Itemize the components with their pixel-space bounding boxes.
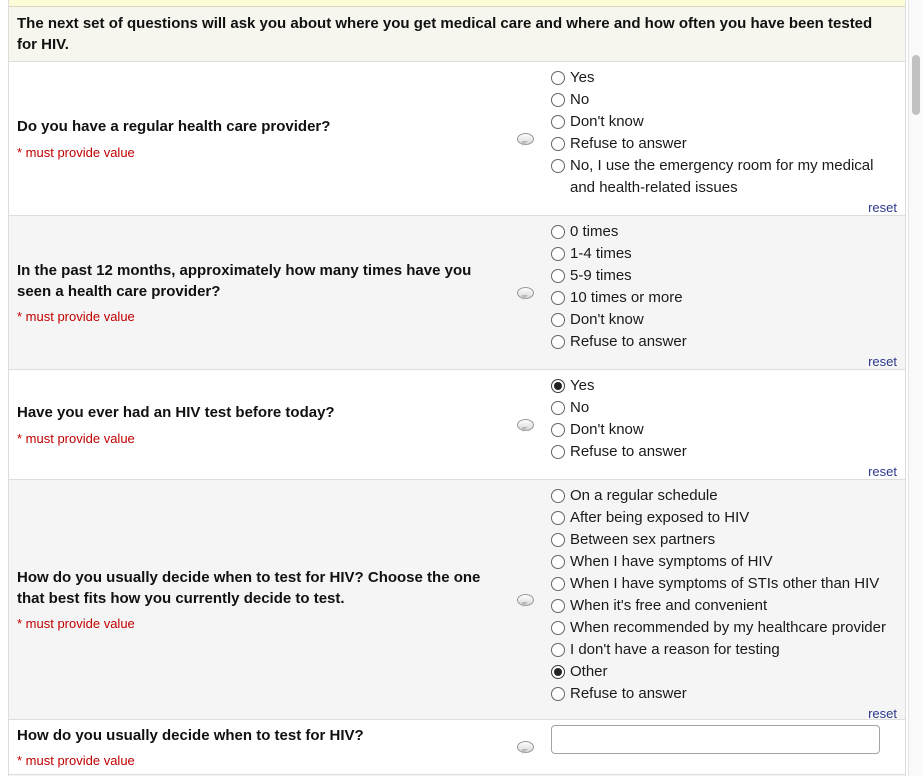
option-label: I don't have a reason for testing bbox=[570, 641, 780, 658]
radio-option-ever-hiv-test-0[interactable] bbox=[551, 375, 897, 397]
question-row-decide-when-test bbox=[9, 480, 905, 720]
option-label: No bbox=[570, 399, 590, 416]
required-note: * must provide value bbox=[17, 753, 135, 769]
radio-button-icon[interactable] bbox=[551, 445, 565, 459]
radio-button-icon[interactable] bbox=[551, 533, 565, 547]
option-label: Refuse to answer bbox=[570, 443, 687, 460]
option-label: Yes bbox=[570, 377, 595, 394]
radio-option-decide-when-test-9[interactable] bbox=[551, 683, 897, 705]
radio-option-decide-when-test-6[interactable] bbox=[551, 617, 897, 639]
radio-button-icon[interactable] bbox=[551, 137, 565, 151]
radio-button-icon[interactable] bbox=[551, 269, 565, 283]
option-label: 0 times bbox=[570, 223, 619, 240]
option-label: Don't know bbox=[570, 421, 644, 438]
question-row-decide-when-test-other bbox=[9, 720, 905, 775]
option-label: 5-9 times bbox=[570, 267, 632, 284]
options-list-regular-provider bbox=[551, 67, 897, 199]
question-label: Do you have a regular health care provider? bbox=[17, 118, 331, 136]
radio-button-icon[interactable] bbox=[551, 599, 565, 613]
option-label: When recommended by my healthcare provider bbox=[570, 619, 886, 636]
option-label: Refuse to answer bbox=[570, 135, 687, 152]
option-label: 10 times or more bbox=[570, 289, 683, 306]
radio-button-icon[interactable] bbox=[551, 379, 565, 393]
question-label: How do you usually decide when to test for HIV? Choose the one that best fits how you currently decide to test. bbox=[17, 569, 481, 607]
radio-option-decide-when-test-7[interactable] bbox=[551, 639, 897, 661]
question-label: How do you usually decide when to test for HIV? bbox=[17, 726, 364, 744]
radio-option-ever-hiv-test-3[interactable] bbox=[551, 441, 897, 463]
radio-option-times-seen-provider-5[interactable] bbox=[551, 331, 897, 353]
question-row-ever-hiv-test bbox=[9, 370, 905, 480]
radio-option-decide-when-test-2[interactable] bbox=[551, 529, 897, 551]
radio-option-decide-when-test-1[interactable] bbox=[551, 507, 897, 529]
option-label: When I have symptoms of STIs other than HIV bbox=[570, 575, 880, 592]
radio-button-icon[interactable] bbox=[551, 115, 565, 129]
radio-option-decide-when-test-5[interactable] bbox=[551, 595, 897, 617]
radio-option-decide-when-test-8[interactable] bbox=[551, 661, 897, 683]
radio-button-icon[interactable] bbox=[551, 313, 565, 327]
option-label: When I have symptoms of HIV bbox=[570, 553, 773, 570]
radio-button-icon[interactable] bbox=[551, 511, 565, 525]
radio-button-icon[interactable] bbox=[551, 71, 565, 85]
option-label: No bbox=[570, 91, 590, 108]
option-label: Refuse to answer bbox=[570, 333, 687, 350]
answer-cell bbox=[549, 480, 905, 719]
section-header-text: The next set of questions will ask you about where you get medical care and where and how often you have been tested for HIV. bbox=[17, 15, 873, 53]
radio-option-regular-provider-2[interactable] bbox=[551, 111, 897, 133]
question-cell bbox=[9, 720, 501, 774]
question-cell bbox=[9, 480, 501, 719]
bubble-cell bbox=[501, 216, 549, 369]
vertical-scrollbar[interactable] bbox=[908, 0, 922, 776]
required-note: * must provide value bbox=[17, 615, 135, 631]
radio-button-icon[interactable] bbox=[551, 93, 565, 107]
radio-option-times-seen-provider-3[interactable] bbox=[551, 287, 897, 309]
option-label: Don't know bbox=[570, 311, 644, 328]
question-label: Have you ever had an HIV test before today? bbox=[17, 404, 335, 422]
option-label: Refuse to answer bbox=[570, 685, 687, 702]
comment-bubble-icon bbox=[517, 133, 534, 145]
radio-button-icon[interactable] bbox=[551, 577, 565, 591]
radio-button-icon[interactable] bbox=[551, 555, 565, 569]
option-label: Don't know bbox=[570, 113, 644, 130]
required-note: * must provide value bbox=[17, 308, 135, 324]
radio-option-regular-provider-0[interactable] bbox=[551, 67, 897, 89]
question-label: In the past 12 months, approximately how many times have you seen a health care provider? bbox=[17, 262, 472, 300]
question-cell bbox=[9, 370, 501, 479]
bubble-cell bbox=[501, 720, 549, 774]
scrollbar-thumb[interactable] bbox=[912, 55, 920, 115]
radio-option-ever-hiv-test-2[interactable] bbox=[551, 419, 897, 441]
radio-option-decide-when-test-4[interactable] bbox=[551, 573, 897, 595]
radio-option-times-seen-provider-0[interactable] bbox=[551, 221, 897, 243]
survey-table bbox=[8, 0, 906, 776]
reset-link-regular-provider[interactable]: reset bbox=[868, 200, 897, 215]
radio-button-icon[interactable] bbox=[551, 489, 565, 503]
radio-option-times-seen-provider-1[interactable] bbox=[551, 243, 897, 265]
radio-option-times-seen-provider-4[interactable] bbox=[551, 309, 897, 331]
option-label: Yes bbox=[570, 69, 595, 86]
comment-bubble-icon bbox=[517, 741, 534, 753]
radio-option-ever-hiv-test-1[interactable] bbox=[551, 397, 897, 419]
options-list-times-seen-provider bbox=[551, 221, 897, 353]
comment-bubble-icon bbox=[517, 419, 534, 431]
radio-button-icon[interactable] bbox=[551, 291, 565, 305]
answer-cell bbox=[549, 62, 905, 215]
radio-button-icon[interactable] bbox=[551, 401, 565, 415]
radio-button-icon[interactable] bbox=[551, 665, 565, 679]
reset-link-ever-hiv-test[interactable]: reset bbox=[868, 464, 897, 479]
comment-bubble-icon bbox=[517, 287, 534, 299]
option-label: After being exposed to HIV bbox=[570, 509, 750, 526]
radio-button-icon[interactable] bbox=[551, 335, 565, 349]
radio-option-decide-when-test-0[interactable] bbox=[551, 485, 897, 507]
radio-button-icon[interactable] bbox=[551, 225, 565, 239]
radio-button-icon[interactable] bbox=[551, 159, 565, 173]
answer-cell bbox=[549, 216, 905, 369]
radio-button-icon[interactable] bbox=[551, 423, 565, 437]
text-input-decide-when-test-other[interactable] bbox=[551, 725, 880, 754]
bubble-cell bbox=[501, 480, 549, 719]
radio-option-regular-provider-4[interactable] bbox=[551, 155, 897, 199]
required-note: * must provide value bbox=[17, 430, 135, 446]
reset-link-times-seen-provider[interactable]: reset bbox=[868, 354, 897, 369]
options-list-ever-hiv-test bbox=[551, 375, 897, 463]
answer-cell bbox=[549, 370, 905, 479]
option-label: 1-4 times bbox=[570, 245, 632, 262]
option-label: Other bbox=[570, 663, 608, 680]
radio-option-decide-when-test-3[interactable] bbox=[551, 551, 897, 573]
radio-button-icon[interactable] bbox=[551, 247, 565, 261]
option-label: On a regular schedule bbox=[570, 487, 718, 504]
question-rows bbox=[9, 62, 905, 775]
option-label: Between sex partners bbox=[570, 531, 716, 548]
radio-option-times-seen-provider-2[interactable] bbox=[551, 265, 897, 287]
comment-bubble-icon bbox=[517, 594, 534, 606]
radio-option-regular-provider-3[interactable] bbox=[551, 133, 897, 155]
question-cell bbox=[9, 216, 501, 369]
question-row-regular-provider bbox=[9, 62, 905, 216]
question-row-times-seen-provider bbox=[9, 216, 905, 370]
radio-button-icon[interactable] bbox=[551, 687, 565, 701]
radio-button-icon[interactable] bbox=[551, 621, 565, 635]
question-cell bbox=[9, 62, 501, 215]
bubble-cell bbox=[501, 62, 549, 215]
section-header bbox=[9, 7, 905, 62]
required-note: * must provide value bbox=[17, 144, 135, 160]
option-label: No, I use the emergency room for my medical and health-related issues bbox=[570, 157, 874, 196]
options-list-decide-when-test bbox=[551, 485, 897, 705]
option-label: When it's free and convenient bbox=[570, 597, 768, 614]
reset-link-decide-when-test[interactable]: reset bbox=[868, 706, 897, 720]
radio-button-icon[interactable] bbox=[551, 643, 565, 657]
bubble-cell bbox=[501, 370, 549, 479]
previous-section-strip bbox=[9, 0, 905, 7]
radio-option-regular-provider-1[interactable] bbox=[551, 89, 897, 111]
answer-cell bbox=[549, 720, 905, 774]
